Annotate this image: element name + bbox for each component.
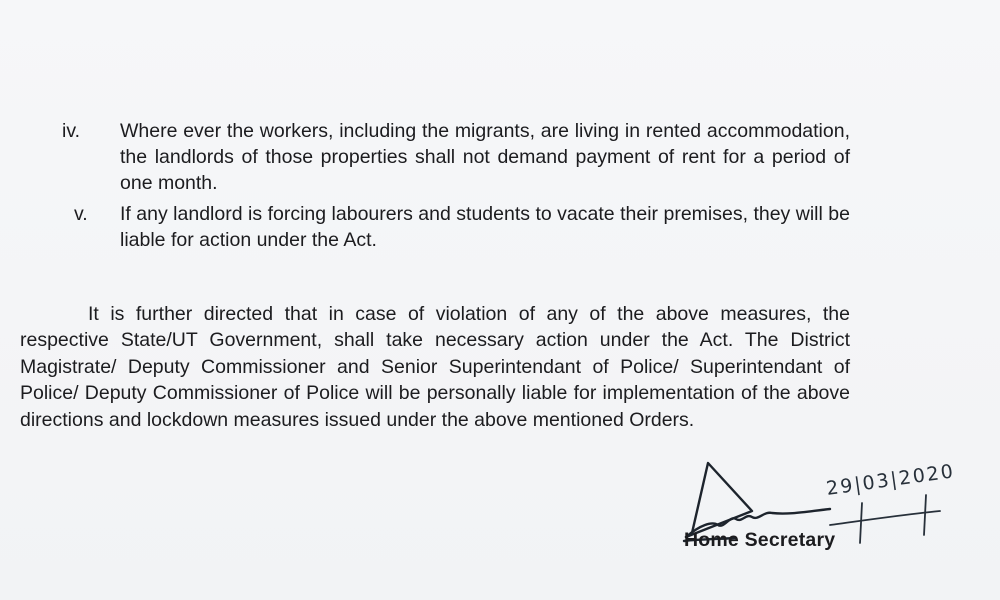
- list-marker: v.: [74, 203, 88, 225]
- directive-paragraph: It is further directed that in case of violation of any of the above measures, the respective State/UT Government, shall take necessary action under the Act. The District Magistrate/ Deputy Commissioner and Senior Superintendant of Police/ Superintendant of Police/ Deputy Commissioner of Police will be personally liable for implementation of the above directions and lockdown measures issued under the above mentioned Orders.: [20, 303, 850, 431]
- list-marker: iv.: [62, 120, 81, 142]
- list-item-text: If any landlord is forcing labourers and students to vacate their premises, they will be liable for action under the Act.: [120, 203, 850, 251]
- list-item-text: Where ever the workers, including the migrants, are living in rented accommodation, the landlords of those properties shall not demand payment of rent for a period of one month.: [120, 120, 850, 194]
- signatory-designation: Home Secretary: [684, 529, 836, 551]
- list-item-v: [62, 201, 862, 253]
- list-item-iv: [62, 118, 862, 196]
- handwritten-date: 29|03|2020: [824, 460, 957, 500]
